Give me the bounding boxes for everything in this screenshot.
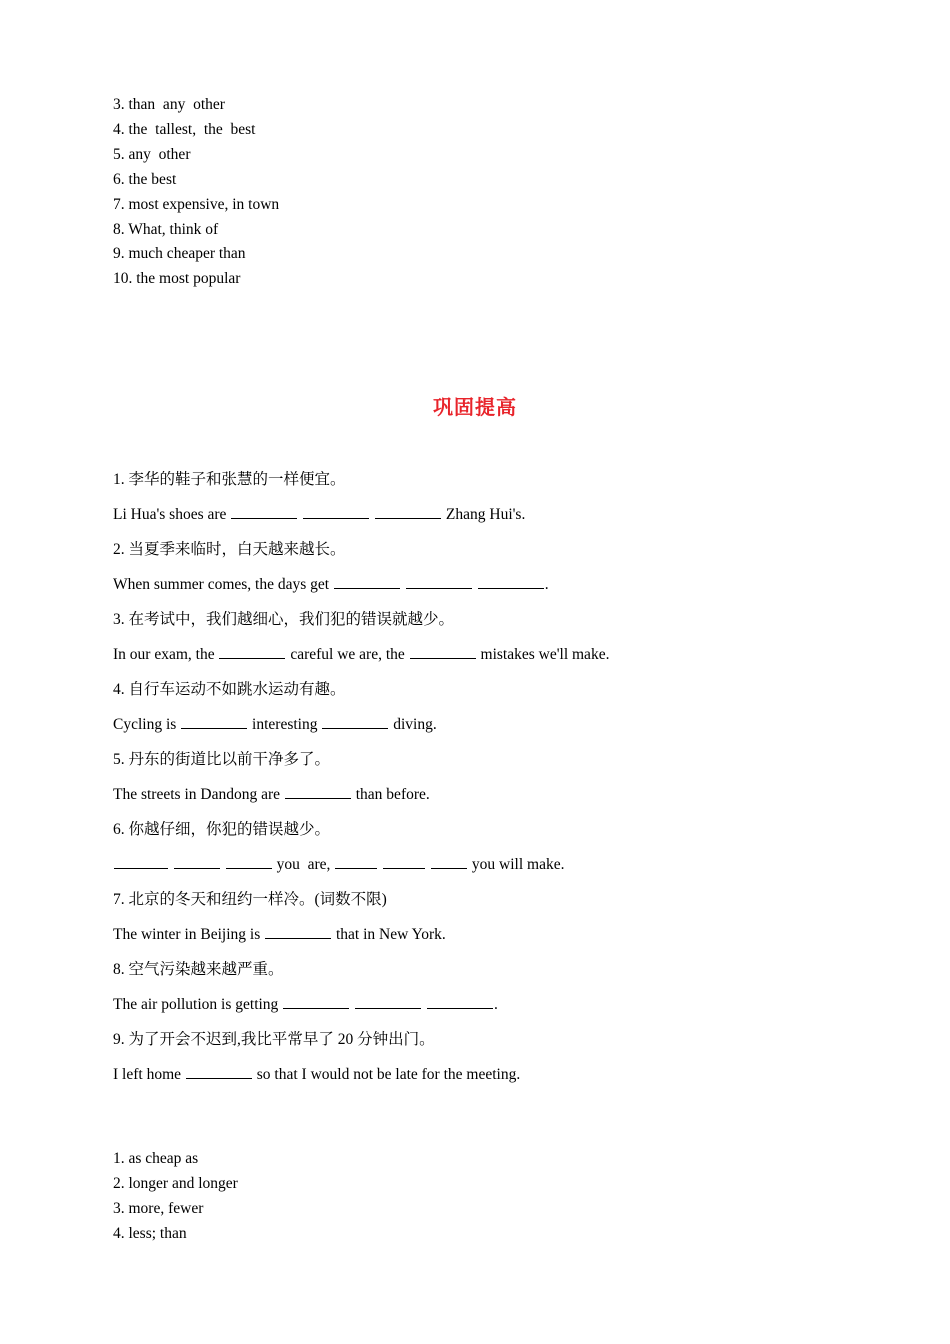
answer-blank[interactable] [478,574,544,589]
answer-blank[interactable] [303,504,369,519]
answer-item: 8. What, think of [113,220,219,238]
answer-item: 9. much cheaper than [113,245,246,263]
answer-blank[interactable] [406,574,472,589]
answer-blank[interactable] [322,714,388,729]
translation-exercises [113,468,873,1098]
answer-blank[interactable] [231,504,297,519]
question-prompt: 2. 当夏季来临时，白天越来越长。 [113,541,346,558]
question-prompt: 1. 李华的鞋子和张慧的一样便宜。 [113,471,346,488]
question-sentence: The air pollution is getting . [113,996,498,1013]
answer-item: 6. the best [113,170,177,188]
answer-blank[interactable] [383,854,425,869]
question-prompt: 7. 北京的冬天和纽约一样冷。(词数不限) [113,891,387,908]
answer-blank[interactable] [283,994,349,1009]
answer-blank[interactable] [334,574,400,589]
question-7 [113,888,873,958]
answer-blank[interactable] [427,994,493,1009]
question-9 [113,1028,873,1098]
answer-blank[interactable] [186,1064,252,1079]
answer-blank[interactable] [174,854,220,869]
answer-item: 4. less; than [113,1224,187,1242]
question-prompt: 8. 空气污染越来越严重。 [113,961,284,978]
answer-item: 7. most expensive, in town [113,195,280,213]
question-prompt: 9. 为了开会不迟到,我比平常早了 20 分钟出门。 [113,1031,435,1048]
question-prompt: 5. 丹东的街道比以前干净多了。 [113,751,331,768]
question-sentence: Li Hua's shoes are Zhang Hui's. [113,506,526,523]
question-prompt: 6. 你越仔细，你犯的错误越少。 [113,821,331,838]
answer-blank[interactable] [410,644,476,659]
answer-key-bottom [113,1147,238,1247]
question-sentence: Cycling is interesting diving. [113,716,437,733]
question-1 [113,468,873,538]
answer-item: 3. more, fewer [113,1199,204,1217]
question-2 [113,538,873,608]
answer-blank[interactable] [114,854,168,869]
answer-blank[interactable] [265,924,331,939]
question-sentence: you are, you will make. [113,853,873,888]
question-3 [113,608,873,678]
question-sentence: The winter in Beijing is that in New York. [113,926,446,943]
question-sentence: When summer comes, the days get . [113,576,549,593]
question-prompt: 3. 在考试中，我们越细心，我们犯的错误就越少。 [113,611,455,628]
answer-key-top [113,93,279,292]
answer-item: 1. as cheap as [113,1150,199,1167]
answer-item: 3. than any other [113,96,225,113]
question-4 [113,678,873,748]
answer-blank[interactable] [285,784,351,799]
question-8 [113,958,873,1028]
answer-blank[interactable] [219,644,285,659]
answer-blank[interactable] [226,854,272,869]
answer-blank[interactable] [355,994,421,1009]
question-sentence: I left home so that I would not be late for the meeting. [113,1066,521,1083]
question-sentence: The streets in Dandong are than before. [113,786,430,803]
answer-blank[interactable] [335,854,377,869]
section-title: 巩固提高 [433,395,517,419]
answer-blank[interactable] [375,504,441,519]
answer-item: 5. any other [113,145,191,163]
question-6 [113,818,873,888]
answer-item: 10. the most popular [113,270,241,288]
answer-item: 4. the tallest, the best [113,120,256,138]
answer-blank[interactable] [431,854,467,869]
answer-blank[interactable] [181,714,247,729]
answer-item: 2. longer and longer [113,1174,238,1192]
question-5 [113,748,873,818]
question-prompt: 4. 自行车运动不如跳水运动有趣。 [113,681,346,698]
question-sentence: In our exam, the careful we are, the mistakes we'll make. [113,646,610,663]
